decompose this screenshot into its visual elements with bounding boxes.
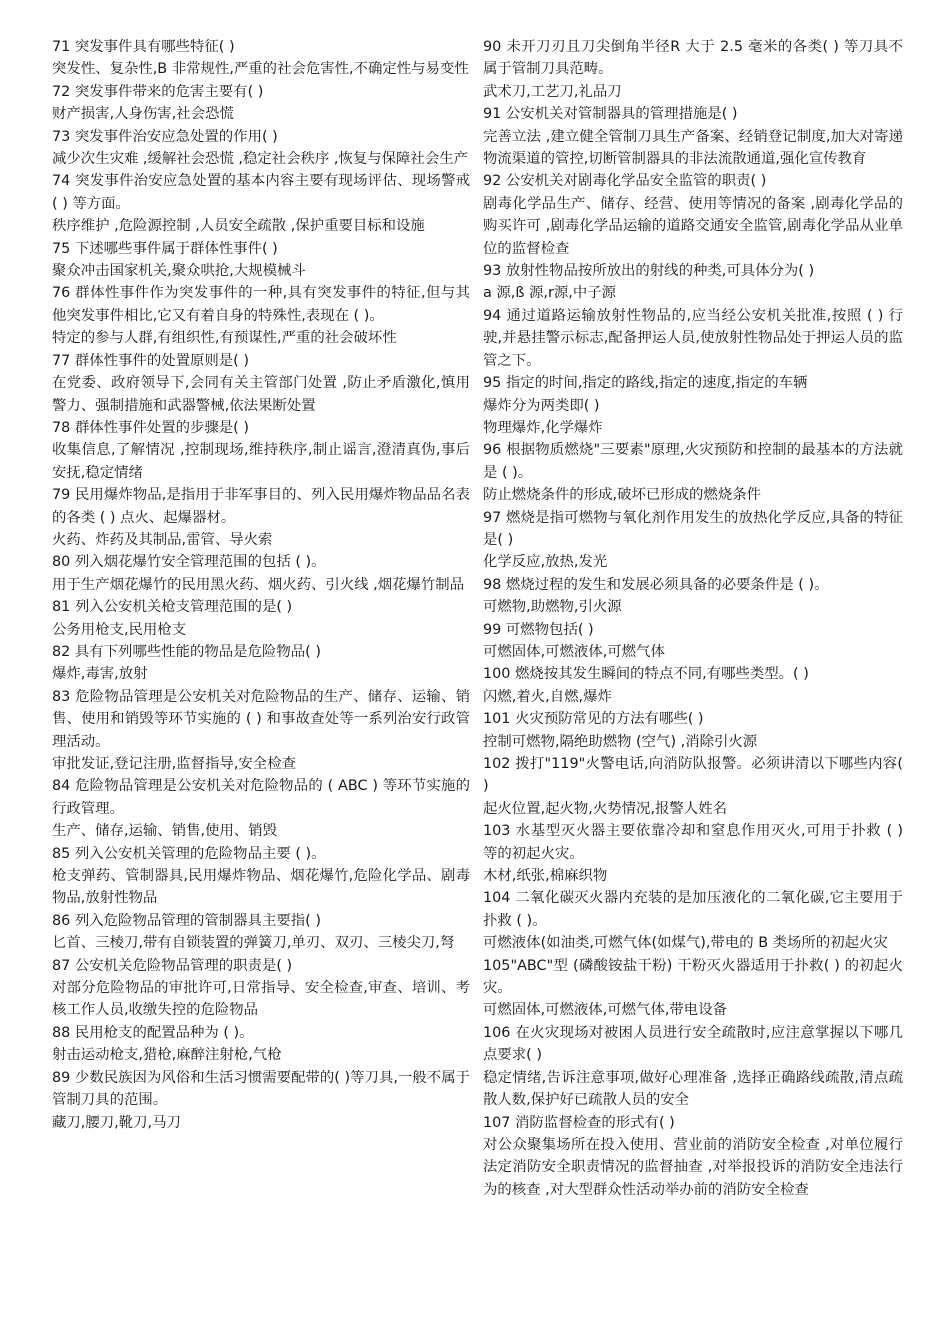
answer-text: 木材,纸张,棉麻织物 <box>483 868 608 885</box>
answer-text: 枪支弹药、管制器具,民用爆炸物品、烟花爆竹,危险化学品、剧毒物品,放射性物品 <box>52 868 470 907</box>
question-text: 85 列入公安机关管理的危险物品主要 ( )。 <box>52 845 326 862</box>
question-block <box>52 484 470 551</box>
answer-text: 可燃液体(如油类,可燃气体(如煤气),带电的 B 类场所的初起火灾 <box>483 935 888 952</box>
question-block <box>52 775 470 842</box>
question-text: 74 突发事件治安应急处置的基本内容主要有现场评估、现场警戒 ( ) 等方面。 <box>52 173 470 212</box>
question-block <box>483 305 903 395</box>
answer-text: 爆炸,毒害,放射 <box>52 666 148 683</box>
question-block <box>52 910 470 955</box>
answer-text: 对公众聚集场所在投入使用、营业前的消防安全检查 ,对单位履行法定消防安全职责情况的监督抽查 ,对举报投诉的消防安全违法行为的核查 ,对大型群众性活动举办前的消防安全检查 <box>483 1136 903 1198</box>
question-text: 96 根据物质燃烧"三要素"原理,火灾预防和控制的最基本的方法就是 ( )。 <box>483 442 903 481</box>
answer-text: 射击运动枪支,猎枪,麻醉注射枪,气枪 <box>52 1047 282 1064</box>
question-block <box>52 641 470 686</box>
question-text: 104 二氧化碳灭火器内充装的是加压液化的二氧化碳,它主要用于扑救 ( )。 <box>483 890 903 929</box>
answer-text: 可燃固体,可燃液体,可燃气体,带电设备 <box>483 1002 727 1019</box>
answer-text: 生产、储存,运输、销售,使用、销毁 <box>52 823 278 840</box>
answer-text: 公务用枪支,民用枪支 <box>52 621 187 638</box>
answer-text: 可燃物,助燃物,引火源 <box>483 599 622 616</box>
question-text: 78 群体性事件处置的步骤是( ) <box>52 419 249 436</box>
question-text: 71 突发事件具有哪些特征( ) <box>52 39 235 55</box>
question-block <box>483 574 903 619</box>
answer-text: 审批发证,登记注册,监督指导,安全检查 <box>52 756 296 772</box>
answer-text: 在党委、政府领导下,会同有关主管部门处置 ,防止矛盾激化,慎用警力、强制措施和武器警械,依法果断处置 <box>52 375 470 414</box>
answer-text: 突发性、复杂性,B 非常规性,严重的社会危害性,不确定性与易变性 <box>52 61 469 78</box>
answer-text: 控制可燃物,隔绝助燃物 (空气) ,消除引火源 <box>483 733 758 750</box>
question-text: 80 列入烟花爆竹安全管理范围的包括 ( )。 <box>52 554 326 571</box>
answer-text: 火药、炸药及其制品,雷管、导火索 <box>52 531 273 548</box>
answer-text: 物理爆炸,化学爆炸 <box>483 419 603 436</box>
answer-text: 起火位置,起火物,火势情况,报警人姓名 <box>483 800 727 817</box>
answer-text: 完善立法 ,建立健全管制刀具生产备案、经销登记制度,加大对寄递物流渠道的管控,切断管制器具的非法流散通道,强化宣传教育 <box>483 128 903 168</box>
question-text: 75 下述哪些事件属于群体性事件( ) <box>52 240 278 257</box>
answer-text: 财产损害,人身伤害,社会恐慌 <box>52 106 234 123</box>
answer-text: 剧毒化学品生产、储存、经营、使用等情况的备案 ,剧毒化学品的购买许可 ,剧毒化学品运输的道路交通安全监管,剧毒化学品从业单位的监督检查 <box>483 195 903 257</box>
question-text: 爆炸分为两类即( ) <box>483 397 600 414</box>
question-block <box>52 81 470 126</box>
question-text: 94 通过道路运输放射性物品的,应当经公安机关批准,按照 ( ) 行驶,并悬挂警示标志,配备押运人员,使放射性物品处于押运人员的监管之下。 <box>483 307 903 369</box>
left-column <box>52 36 470 1134</box>
question-block <box>483 753 903 820</box>
question-text: 83 危险物品管理是公安机关对危险物品的生产、储存、运输、销售、使用和销毁等环节实施的 ( ) 和事故查处等一系列治安行政管理活动。 <box>52 688 470 750</box>
question-block <box>52 596 470 641</box>
answer-text: 用于生产烟花爆竹的民用黑火药、烟火药、引火线 ,烟花爆竹制品 <box>52 576 465 593</box>
question-block <box>483 820 903 887</box>
question-block <box>483 260 903 305</box>
question-text: 73 突发事件治安应急处置的作用( ) <box>52 128 278 145</box>
answer-text: 武术刀,工艺刀,礼品刀 <box>483 83 622 100</box>
question-text: 92 公安机关对剧毒化学品安全监管的职责( ) <box>483 173 767 190</box>
question-text: 77 群体性事件的处置原则是( ) <box>52 352 249 369</box>
question-text: 101 火灾预防常见的方法有哪些( ) <box>483 711 704 728</box>
question-block <box>483 1112 903 1202</box>
question-text: 90 未开刀刃且刀尖倒角半径R 大于 2.5 毫米的各类( ) 等刀具不属于管制刀具范畴。 <box>483 39 903 78</box>
question-block <box>52 686 470 776</box>
question-text: 91 公安机关对管制器具的管理措施是( ) <box>483 106 738 123</box>
question-text: 79 民用爆炸物品,是指用于非军事目的、列入民用爆炸物品品名表的各类 ( ) 点火、起爆器材。 <box>52 487 470 526</box>
answer-text: 95 指定的时间,指定的路线,指定的速度,指定的车辆 <box>483 375 808 392</box>
answer-text: a 源,ß 源,r源,中子源 <box>483 285 617 302</box>
answer-text: 闪燃,着火,自燃,爆炸 <box>483 688 612 705</box>
question-text: 76 群体性事件作为突发事件的一种,具有突发事件的特征,但与其他突发事件相比,它又有着自身的特殊性,表现在 ( )。 <box>52 285 470 324</box>
question-text: 82 具有下列哪些性能的物品是危险物品( ) <box>52 643 321 660</box>
question-block <box>483 708 903 753</box>
question-block <box>483 619 903 664</box>
question-block <box>52 417 470 484</box>
question-text: 81 列入公安机关枪支管理范围的是( ) <box>52 599 293 616</box>
question-text: 89 少数民族因为风俗和生活习惯需要配带的( )等刀具,一般不属于管制刀具的范围。 <box>52 1069 470 1109</box>
question-text: 72 突发事件带来的危害主要有( ) <box>52 83 264 100</box>
answer-text: 化学反应,放热,发光 <box>483 554 608 571</box>
question-block <box>52 126 470 171</box>
question-block <box>483 1022 903 1112</box>
answer-text: 对部分危险物品的审批许可,日常指导、安全检查,审查、培训、考核工作人员,收缴失控的危险物品 <box>52 980 470 1019</box>
question-text: 93 放射性物品按所放出的射线的种类,可具体分为( ) <box>483 263 815 280</box>
question-text: 103 水基型灭火器主要依靠冷却和窒息作用灭火,可用于扑救 ( ) 等的初起火灾。 <box>483 823 903 862</box>
question-block <box>483 663 903 708</box>
question-block <box>483 507 903 574</box>
question-block <box>52 1022 470 1067</box>
answer-text: 收集信息,了解情况 ,控制现场,维持秩序,制止谣言,澄清真伪,事后安抚,稳定情绪 <box>52 442 470 481</box>
answer-text: 稳定情绪,告诉注意事项,做好心理准备 ,选择正确路线疏散,清点疏散人数,保护好已疏散人员的安全 <box>483 1069 903 1109</box>
answer-text: 匕首、三棱刀,带有自锁装置的弹簧刀,单刃、双刃、三棱尖刀,弩 <box>52 935 455 952</box>
question-text: 99 可燃物包括( ) <box>483 621 594 638</box>
question-block <box>52 955 470 1022</box>
question-text: 97 燃烧是指可燃物与氧化剂作用发生的放热化学反应,具备的特征是( ) <box>483 509 903 548</box>
question-block <box>483 103 903 170</box>
question-text: 107 消防监督检查的形式有( ) <box>483 1114 675 1131</box>
question-text: 87 公安机关危险物品管理的职责是( ) <box>52 957 293 974</box>
question-block <box>483 887 903 954</box>
right-column <box>483 36 903 1201</box>
question-block <box>483 955 903 1022</box>
question-block <box>52 36 470 81</box>
question-text: 86 列入危险物品管理的管制器具主要指( ) <box>52 912 321 929</box>
question-block <box>52 1067 470 1134</box>
question-text: 98 燃烧过程的发生和发展必须具备的必要条件是 ( )。 <box>483 576 829 593</box>
question-text: 100 燃烧按其发生瞬间的特点不同,有哪些类型。( ) <box>483 666 809 683</box>
answer-text: 可燃固体,可燃液体,可燃气体 <box>483 643 665 660</box>
answer-text: 防止燃烧条件的形成,破坏已形成的燃烧条件 <box>483 487 761 504</box>
question-block <box>483 439 903 506</box>
question-block <box>52 551 470 596</box>
question-block <box>52 350 470 417</box>
answer-text: 秩序维护 ,危险源控制 ,人员安全疏散 ,保护重要目标和设施 <box>52 218 425 235</box>
answer-text: 特定的参与人群,有组织性,有预谋性,严重的社会破坏性 <box>52 330 397 347</box>
question-block <box>52 238 470 283</box>
answer-text: 聚众冲击国家机关,聚众哄抢,大规模械斗 <box>52 263 306 280</box>
question-text: 105"ABC"型 (磷酸铵盐干粉) 干粉灭火器适用于扑救( ) 的初起火灾。 <box>483 957 903 997</box>
question-block <box>52 170 470 237</box>
question-text: 88 民用枪支的配置品种为 ( )。 <box>52 1024 254 1041</box>
question-text: 106 在火灾现场对被困人员进行安全疏散时,应注意掌握以下哪几点要求( ) <box>483 1024 903 1064</box>
question-block <box>483 170 903 260</box>
question-text: 102 拨打"119"火警电话,向消防队报警。必须讲清以下哪些内容( ) <box>483 756 903 795</box>
question-block <box>483 36 903 103</box>
question-text: 84 危险物品管理是公安机关对危险物品的 ( ABC ) 等环节实施的行政管理。 <box>52 778 470 817</box>
question-block <box>52 282 470 349</box>
answer-text: 藏刀,腰刀,靴刀,马刀 <box>52 1114 181 1131</box>
answer-text: 减少次生灾难 ,缓解社会恐慌 ,稳定社会秩序 ,恢复与保障社会生产 <box>52 151 468 168</box>
question-block <box>52 843 470 910</box>
question-block <box>483 395 903 440</box>
